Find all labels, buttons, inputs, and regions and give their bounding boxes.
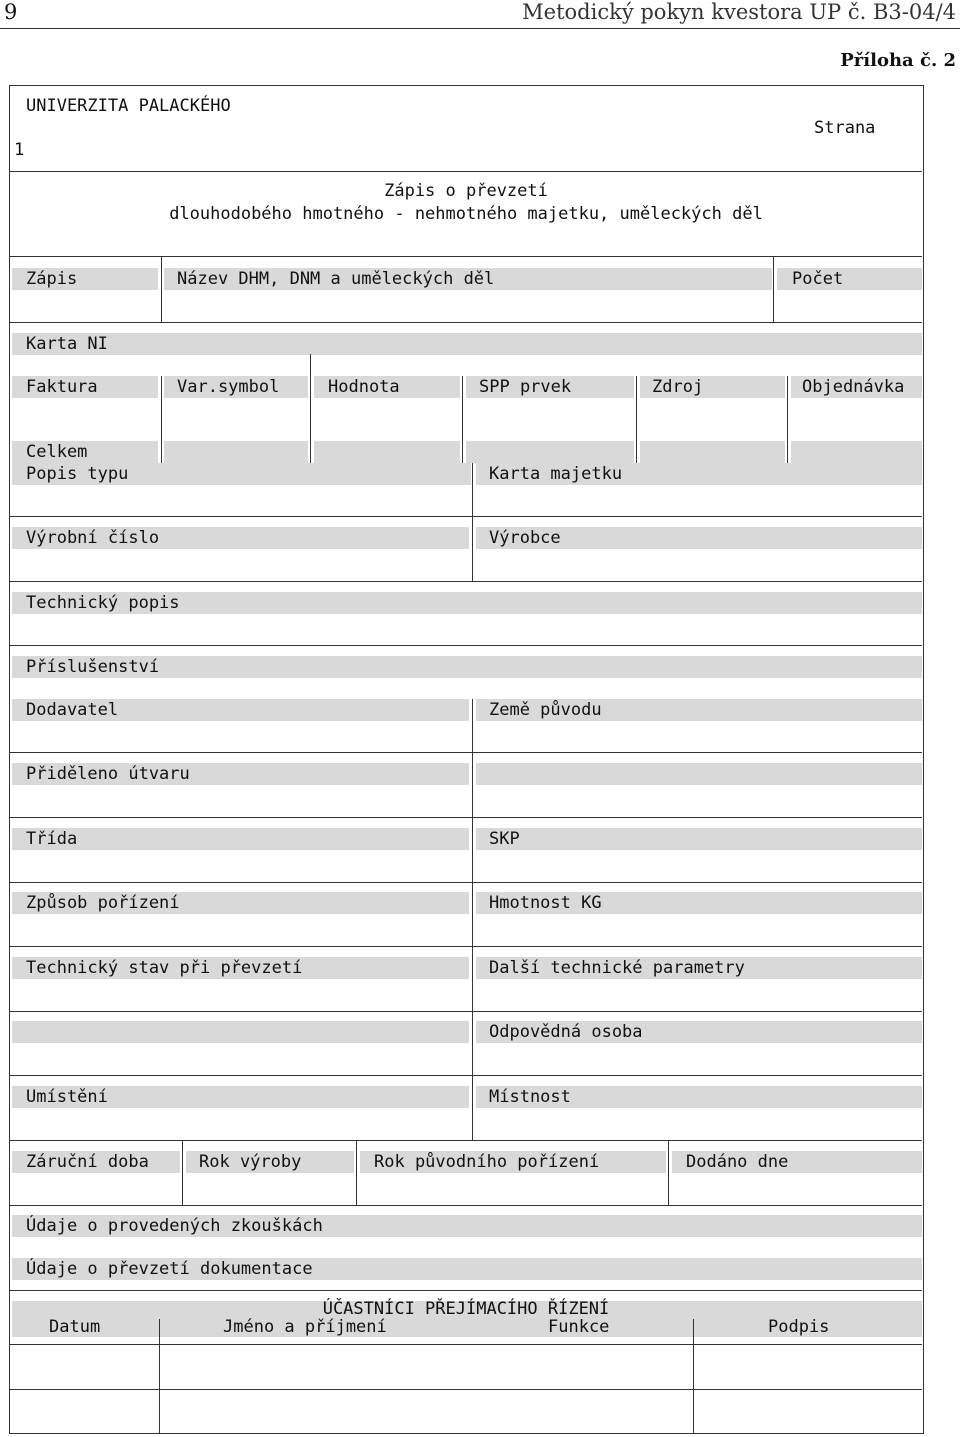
divider	[10, 516, 922, 517]
document-title: Metodický pokyn kvestora UP č. B3-04/4	[522, 0, 956, 24]
original-acquisition-year-label: Rok původního pořízení	[374, 1152, 600, 1172]
manufacturer-label: Výrobce	[489, 528, 561, 548]
header-divider	[0, 28, 960, 29]
technical-condition-label: Technický stav při převzetí	[26, 958, 303, 978]
divider	[10, 1075, 922, 1076]
room-label: Místnost	[489, 1087, 571, 1107]
divider	[10, 1205, 922, 1206]
total-label: Celkem	[26, 442, 88, 462]
date-column-label: Datum	[49, 1317, 101, 1337]
divider	[161, 376, 162, 441]
label-bar	[466, 441, 634, 463]
responsible-person-label: Odpovědná osoba	[489, 1022, 643, 1042]
label-bar	[12, 333, 922, 355]
divider	[10, 581, 922, 582]
divider	[10, 322, 922, 323]
location-label: Umístění	[26, 1087, 108, 1107]
count-label: Počet	[792, 269, 844, 289]
accessories-label: Příslušenství	[26, 657, 160, 677]
label-bar	[640, 441, 785, 463]
name-column-label: Jméno a příjmení	[223, 1317, 387, 1337]
form-title-line2: dlouhodobého hmotného - nehmotného majetku, uměleckých děl	[169, 204, 763, 224]
divider	[10, 1389, 922, 1390]
divider	[161, 256, 162, 322]
label-bar	[314, 441, 460, 463]
order-label: Objednávka	[802, 377, 905, 397]
divider	[10, 1011, 922, 1012]
divider	[10, 1344, 922, 1345]
divider	[10, 882, 922, 883]
page-label: Strana	[814, 118, 876, 138]
divider	[10, 645, 922, 646]
serial-number-label: Výrobní číslo	[26, 528, 160, 548]
divider	[668, 1140, 669, 1205]
acquisition-method-label: Způsob pořízení	[26, 893, 180, 913]
asset-name-label: Název DHM, DNM a uměleckých děl	[177, 269, 495, 289]
technical-description-label: Technický popis	[26, 593, 180, 613]
page-number: 9	[4, 0, 18, 24]
divider	[472, 699, 473, 1140]
form-title-line1: Zápis o převzetí	[384, 181, 548, 201]
spp-label: SPP prvek	[479, 377, 572, 397]
divider	[310, 354, 311, 441]
divider	[10, 817, 922, 818]
country-of-origin-label: Země původu	[489, 700, 602, 720]
weight-label: Hmotnost KG	[489, 893, 602, 913]
warranty-label: Záruční doba	[26, 1152, 149, 1172]
divider	[773, 256, 774, 322]
divider	[636, 441, 637, 463]
divider	[472, 463, 473, 581]
type-description-label: Popis typu	[26, 464, 129, 484]
delivery-date-label: Dodáno dne	[686, 1152, 789, 1172]
divider	[462, 441, 463, 463]
divider	[787, 441, 788, 463]
university-name: UNIVERZITA PALACKÉHO	[26, 96, 231, 116]
divider	[310, 441, 311, 463]
divider	[787, 376, 788, 441]
divider	[161, 441, 162, 463]
divider	[10, 171, 922, 172]
tests-info-label: Údaje o provedených zkouškách	[26, 1216, 323, 1236]
divider	[693, 1319, 694, 1433]
annex-label: Příloha č. 2	[840, 50, 956, 71]
other-parameters-label: Další technické parametry	[489, 958, 745, 978]
divider	[159, 1319, 160, 1433]
participants-title: ÚČASTNÍCI PŘEJÍMACÍHO ŘÍZENÍ	[322, 1299, 610, 1319]
function-column-label: Funkce	[548, 1317, 610, 1337]
divider	[10, 1140, 922, 1141]
signature-column-label: Podpis	[768, 1317, 830, 1337]
var-symbol-label: Var.symbol	[177, 377, 280, 397]
invoice-label: Faktura	[26, 377, 98, 397]
label-bar	[476, 828, 922, 850]
label-bar	[791, 441, 922, 463]
divider	[10, 752, 922, 753]
zapis-label: Zápis	[26, 269, 78, 289]
supplier-label: Dodavatel	[26, 700, 119, 720]
asset-card-label: Karta majetku	[489, 464, 623, 484]
page-value: 1	[14, 140, 25, 160]
source-label: Zdroj	[652, 377, 704, 397]
year-of-manufacture-label: Rok výroby	[199, 1152, 302, 1172]
skp-label: SKP	[489, 829, 520, 849]
label-bar	[12, 1021, 469, 1043]
label-bar	[12, 828, 469, 850]
value-label: Hodnota	[328, 377, 400, 397]
class-label: Třída	[26, 829, 78, 849]
label-bar	[164, 441, 308, 463]
divider	[636, 376, 637, 441]
divider	[462, 376, 463, 441]
divider	[10, 1290, 922, 1291]
documentation-info-label: Údaje o převzetí dokumentace	[26, 1259, 313, 1279]
divider	[10, 946, 922, 947]
divider	[10, 256, 922, 257]
divider	[182, 1140, 183, 1205]
karta-ni-label: Karta NI	[26, 334, 108, 354]
assigned-unit-label: Přiděleno útvaru	[26, 764, 190, 784]
divider	[356, 1140, 357, 1205]
label-bar	[476, 763, 922, 785]
asset-transfer-form	[9, 85, 924, 1434]
